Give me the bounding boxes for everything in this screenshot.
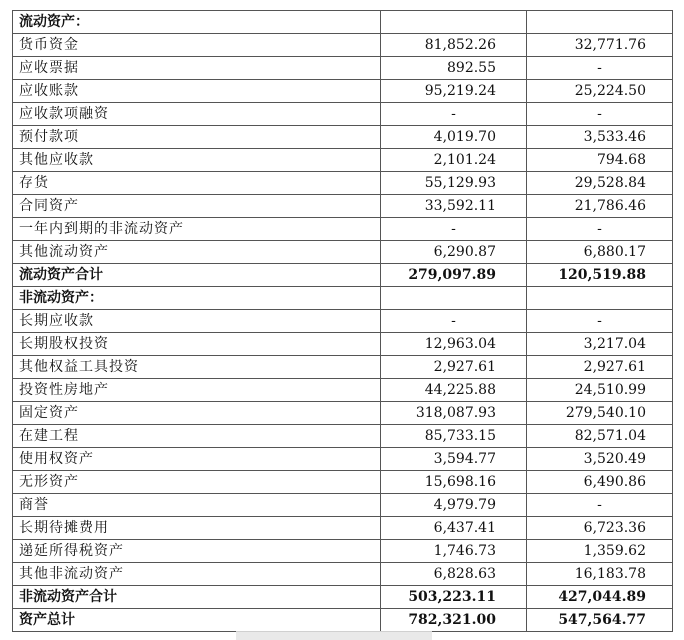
value-period-1: 95,219.24: [381, 80, 527, 103]
row-label: 存货: [13, 172, 381, 195]
value-period-1: [381, 287, 527, 310]
row-label: 应收账款: [13, 80, 381, 103]
value-period-1: 1,746.73: [381, 540, 527, 563]
value-period-2: 427,044.89: [527, 586, 673, 609]
table-row: [13, 149, 673, 172]
value-period-1: 503,223.11: [381, 586, 527, 609]
value-period-2: 6,723.36: [527, 517, 673, 540]
row-label: 其他权益工具投资: [13, 356, 381, 379]
value-period-2: 6,490.86: [527, 471, 673, 494]
value-period-1: 279,097.89: [381, 264, 527, 287]
row-label: 长期待摊费用: [13, 517, 381, 540]
row-label: 货币资金: [13, 34, 381, 57]
table-row: [13, 34, 673, 57]
table-row: [13, 448, 673, 471]
row-label: 商誉: [13, 494, 381, 517]
value-period-2: 29,528.84: [527, 172, 673, 195]
table-row: [13, 379, 673, 402]
value-period-1: 4,979.79: [381, 494, 527, 517]
total-row: [13, 609, 673, 632]
table-row: [13, 333, 673, 356]
value-period-1: 2,927.61: [381, 356, 527, 379]
section-header-row: [13, 11, 673, 34]
row-label: 使用权资产: [13, 448, 381, 471]
value-period-1: 782,321.00: [381, 609, 527, 632]
value-period-2: 21,786.46: [527, 195, 673, 218]
value-period-2: -: [527, 494, 673, 517]
value-period-1: 3,594.77: [381, 448, 527, 471]
value-period-2: 25,224.50: [527, 80, 673, 103]
value-period-1: 6,290.87: [381, 241, 527, 264]
value-period-2: 3,520.49: [527, 448, 673, 471]
value-period-2: 2,927.61: [527, 356, 673, 379]
balance-sheet-table: [12, 10, 673, 632]
value-period-1: -: [381, 218, 527, 241]
value-period-1: -: [381, 103, 527, 126]
row-label: 固定资产: [13, 402, 381, 425]
value-period-2: -: [527, 310, 673, 333]
value-period-1: 44,225.88: [381, 379, 527, 402]
total-row: [13, 264, 673, 287]
row-label: 应收款项融资: [13, 103, 381, 126]
row-label: 流动资产合计: [13, 264, 381, 287]
value-period-2: 24,510.99: [527, 379, 673, 402]
value-period-2: 279,540.10: [527, 402, 673, 425]
value-period-2: 1,359.62: [527, 540, 673, 563]
value-period-2: 794.68: [527, 149, 673, 172]
value-period-1: 318,087.93: [381, 402, 527, 425]
section-header-row: [13, 287, 673, 310]
row-label: 流动资产：: [13, 11, 381, 34]
row-label: 预付款项: [13, 126, 381, 149]
value-period-1: 6,437.41: [381, 517, 527, 540]
table-row: [13, 494, 673, 517]
value-period-2: [527, 11, 673, 34]
table-row: [13, 310, 673, 333]
row-label: 非流动资产：: [13, 287, 381, 310]
table-row: [13, 241, 673, 264]
table-row: [13, 172, 673, 195]
value-period-2: [527, 287, 673, 310]
row-label: 长期应收款: [13, 310, 381, 333]
value-period-1: 12,963.04: [381, 333, 527, 356]
row-label: 投资性房地产: [13, 379, 381, 402]
value-period-1: 6,828.63: [381, 563, 527, 586]
value-period-2: 120,519.88: [527, 264, 673, 287]
value-period-1: [381, 11, 527, 34]
value-period-2: 3,217.04: [527, 333, 673, 356]
table-row: [13, 425, 673, 448]
value-period-1: 55,129.93: [381, 172, 527, 195]
table-row: [13, 540, 673, 563]
table-row: [13, 126, 673, 149]
value-period-2: 547,564.77: [527, 609, 673, 632]
value-period-1: 85,733.15: [381, 425, 527, 448]
table-row: [13, 57, 673, 80]
value-period-1: 15,698.16: [381, 471, 527, 494]
value-period-2: 32,771.76: [527, 34, 673, 57]
row-label: 无形资产: [13, 471, 381, 494]
table-row: [13, 402, 673, 425]
value-period-1: 33,592.11: [381, 195, 527, 218]
table-row: [13, 80, 673, 103]
table-row: [13, 195, 673, 218]
value-period-2: 82,571.04: [527, 425, 673, 448]
table-row: [13, 218, 673, 241]
table-row: [13, 356, 673, 379]
row-label: 资产总计: [13, 609, 381, 632]
table-row: [13, 517, 673, 540]
row-label: 其他流动资产: [13, 241, 381, 264]
value-period-1: 4,019.70: [381, 126, 527, 149]
value-period-2: -: [527, 218, 673, 241]
balance-sheet-body: [13, 11, 673, 632]
value-period-1: 892.55: [381, 57, 527, 80]
row-label: 合同资产: [13, 195, 381, 218]
table-row: [13, 103, 673, 126]
value-period-2: 16,183.78: [527, 563, 673, 586]
row-label: 其他应收款: [13, 149, 381, 172]
value-period-2: 3,533.46: [527, 126, 673, 149]
row-label: 在建工程: [13, 425, 381, 448]
row-label: 其他非流动资产: [13, 563, 381, 586]
value-period-2: -: [527, 57, 673, 80]
row-label: 应收票据: [13, 57, 381, 80]
total-row: [13, 586, 673, 609]
row-label: 递延所得税资产: [13, 540, 381, 563]
value-period-2: 6,880.17: [527, 241, 673, 264]
row-label: 长期股权投资: [13, 333, 381, 356]
value-period-1: 2,101.24: [381, 149, 527, 172]
row-label: 非流动资产合计: [13, 586, 381, 609]
row-label: 一年内到期的非流动资产: [13, 218, 381, 241]
value-period-2: -: [527, 103, 673, 126]
value-period-1: -: [381, 310, 527, 333]
value-period-1: 81,852.26: [381, 34, 527, 57]
table-row: [13, 563, 673, 586]
table-row: [13, 471, 673, 494]
